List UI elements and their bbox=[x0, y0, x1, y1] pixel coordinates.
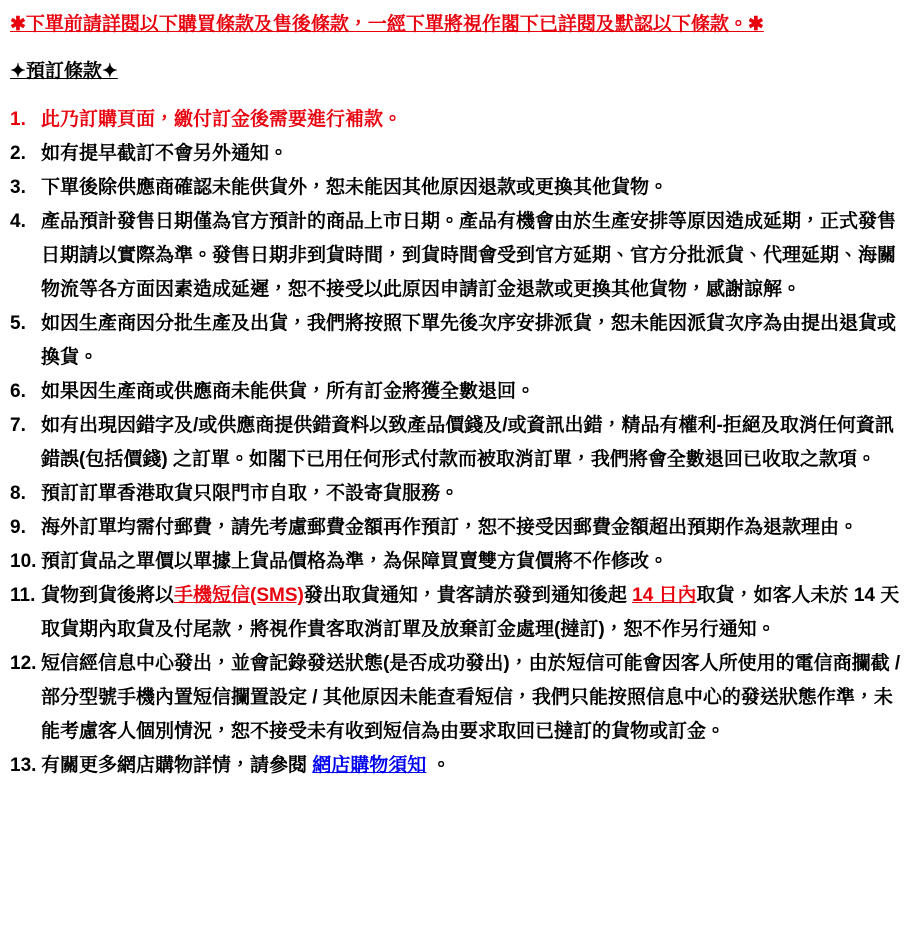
term-item-1 bbox=[10, 103, 901, 137]
term-number: 1. bbox=[10, 109, 26, 130]
term-text bbox=[41, 749, 901, 783]
term-item-7 bbox=[10, 409, 901, 477]
term-text bbox=[41, 545, 901, 579]
term-item-6 bbox=[10, 375, 901, 409]
highlighted-text: 手機短信(SMS) bbox=[174, 585, 304, 606]
term-item-9 bbox=[10, 511, 901, 545]
term-text bbox=[41, 171, 901, 205]
terms-list bbox=[10, 103, 906, 783]
highlighted-text: 14 日內 bbox=[632, 585, 697, 606]
term-number: 3. bbox=[10, 177, 26, 198]
text-segment: 貨物到貨後將以 bbox=[41, 585, 175, 606]
term-number: 6. bbox=[10, 381, 26, 402]
text-segment: 短信經信息中心發出，並會記錄發送狀態(是否成功發出)，由於短信可能會因客人所使用的電信商攔截 / 部分型號手機內置短信攔置設定 / 其他原因未能查看短信，我們只能按照信息中心的發送狀態作準，未能考慮客人個別情況，恕不接受未有收到短信為由要求取回已撻訂的貨物或訂金。 bbox=[41, 653, 906, 742]
term-number: 13. bbox=[10, 755, 37, 776]
term-number: 7. bbox=[10, 415, 26, 436]
term-number: 12. bbox=[10, 653, 37, 674]
term-text bbox=[41, 307, 901, 375]
term-text bbox=[41, 647, 906, 749]
term-number: 10. bbox=[10, 551, 37, 572]
text-segment: 此乃訂購頁面，繳付訂金後需要進行補款。 bbox=[41, 109, 403, 130]
term-item-10 bbox=[10, 545, 901, 579]
text-segment: 取貨，如客人未於 14 天取貨期內取貨及付尾款，將視作貴客取消訂單及放棄訂金處理(撻訂)，恕不作另行通知。 bbox=[41, 585, 900, 640]
shop-notice-link[interactable]: 網店購物須知 bbox=[312, 755, 427, 776]
text-segment: 如有提早截訂不會另外通知。 bbox=[41, 143, 289, 164]
term-number: 2. bbox=[10, 143, 26, 164]
term-text bbox=[41, 375, 901, 409]
term-number: 4. bbox=[10, 211, 26, 232]
term-item-4 bbox=[10, 205, 901, 307]
term-text bbox=[41, 477, 901, 511]
term-item-8 bbox=[10, 477, 901, 511]
term-number: 9. bbox=[10, 517, 26, 538]
text-segment: 預訂貨品之單價以單據上貨品價格為準，為保障買賣雙方貨價將不作修改。 bbox=[41, 551, 669, 572]
text-segment: 預訂訂單香港取貨只限門市自取，不設寄貨服務。 bbox=[41, 483, 460, 504]
text-segment: 有關更多網店購物詳情，請參閱 bbox=[41, 755, 313, 776]
term-item-11 bbox=[10, 579, 901, 647]
term-text bbox=[41, 137, 901, 171]
text-segment: 如因生產商因分批生產及出貨，我們將按照下單先後次序安排派貨，恕未能因派貨次序為由提出退貨或換貨。 bbox=[41, 313, 897, 368]
text-segment: 發出取貨通知，貴客請於發到通知後起 bbox=[303, 585, 633, 606]
term-number: 8. bbox=[10, 483, 26, 504]
term-text bbox=[41, 579, 901, 647]
term-number: 5. bbox=[10, 313, 26, 334]
term-item-2 bbox=[10, 137, 901, 171]
term-number: 11. bbox=[10, 585, 36, 606]
text-segment: 下單後除供應商確認未能供貨外，恕未能因其他原因退款或更換其他貨物。 bbox=[41, 177, 669, 198]
term-item-3 bbox=[10, 171, 901, 205]
section-header-preorder-terms: ✦預訂條款✦ bbox=[10, 61, 118, 82]
text-segment: 。 bbox=[426, 755, 451, 776]
term-item-5 bbox=[10, 307, 901, 375]
term-text bbox=[41, 511, 901, 545]
document-title: ✱下單前請詳閱以下購買條款及售後條款，一經下單將視作閣下已詳閱及默認以下條款。✱ bbox=[10, 14, 764, 35]
term-text bbox=[41, 103, 901, 137]
text-segment: 如有出現因錯字及/或供應商提供錯資料以致產品價錢及/或資訊出錯，精品有權利-拒絕及取消任何資訊錯誤(包括價錢) 之訂單。如閣下已用任何形式付款而被取消訂單，我們將會全數退回已收取之款項。 bbox=[41, 415, 894, 470]
term-item-12 bbox=[10, 647, 906, 749]
text-segment: 如果因生產商或供應商未能供貨，所有訂金將獲全數退回。 bbox=[41, 381, 536, 402]
term-text bbox=[41, 409, 901, 477]
text-segment: 產品預計發售日期僅為官方預計的商品上市日期。產品有機會由於生產安排等原因造成延期，正式發售日期請以實際為準。發售日期非到貨時間，到貨時間會受到官方延期、官方分批派貨、代理延期、海關物流等各方面因素造成延遲，恕不接受以此原因申請訂金退款或更換其他貨物，感謝諒解。 bbox=[41, 211, 897, 300]
text-segment: 海外訂單均需付郵費，請先考慮郵費金額再作預訂，恕不接受因郵費金額超出預期作為退款理由。 bbox=[41, 517, 859, 538]
term-text bbox=[41, 205, 901, 307]
term-item-13 bbox=[10, 749, 901, 783]
